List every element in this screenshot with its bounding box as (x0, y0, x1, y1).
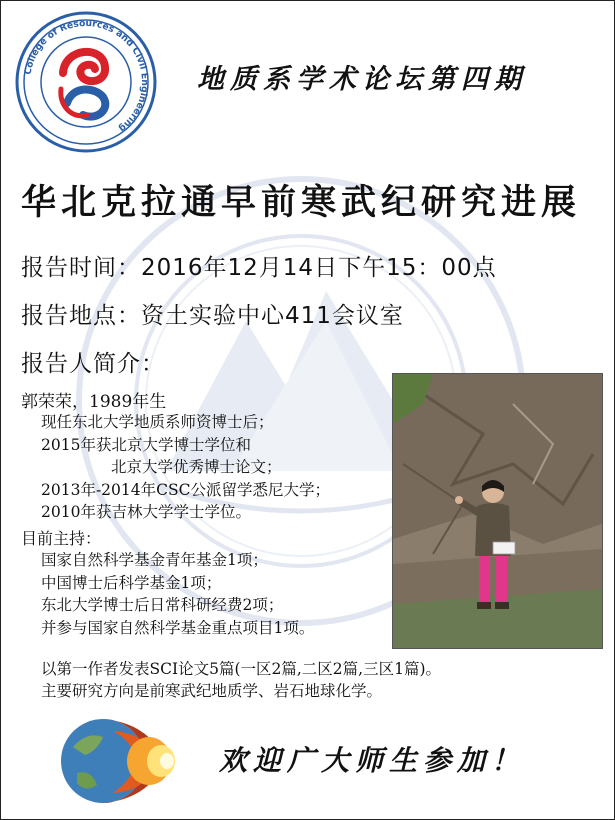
report-location: 报告地点：资土实验中心411会议室 (21, 303, 404, 329)
funding-list (41, 549, 314, 639)
funding-item: 东北大学博士后日常科研经费2项； (41, 596, 284, 614)
speaker-heading: 报告人简介： (21, 351, 165, 377)
talk-title: 华北克拉通早前寒武纪研究进展 (21, 182, 582, 223)
earth-cross-section-illustration (57, 707, 197, 807)
funding-label: 目前主持： (21, 529, 102, 548)
publications (41, 658, 441, 702)
funding-item: 中国博士后科学基金1项； (41, 573, 222, 592)
publication-line: 主要研究方向是前寒武纪地质学、岩石地球化学。 (41, 682, 383, 700)
publication-line: 以第一作者发表SCI论文5篇(一区2篇,二区2篇,三区1篇)。 (41, 660, 441, 678)
college-logo (15, 11, 157, 153)
bio-line: 现任东北大学地质系师资博士后； (41, 413, 274, 431)
report-time: 报告时间：2016年12月14日下午15：00点 (21, 255, 497, 281)
funding-item: 国家自然科学基金青年基金1项； (41, 551, 268, 569)
bio-line: 北京大学优秀博士论文； (111, 458, 282, 476)
bio-line: 2015年获北京大学博士学位和 (41, 435, 251, 454)
speaker-bio (41, 411, 330, 524)
speaker-name-line: 郭荣荣，1989年生 (21, 392, 167, 412)
bio-line: 2010年获吉林大学学士学位。 (41, 503, 251, 521)
funding-item: 并参与国家自然科学基金重点项目1项。 (41, 618, 315, 637)
speaker-photo (392, 373, 603, 649)
bio-line: 2013年-2014年CSC公派留学悉尼大学； (41, 480, 330, 499)
forum-title: 地质系学术论坛第四期 (197, 64, 527, 95)
welcome-message: 欢迎广大师生参加！ (219, 744, 526, 777)
svg-text:College of Resources and Civil: College of Resources and Civil Engineering (22, 17, 151, 135)
